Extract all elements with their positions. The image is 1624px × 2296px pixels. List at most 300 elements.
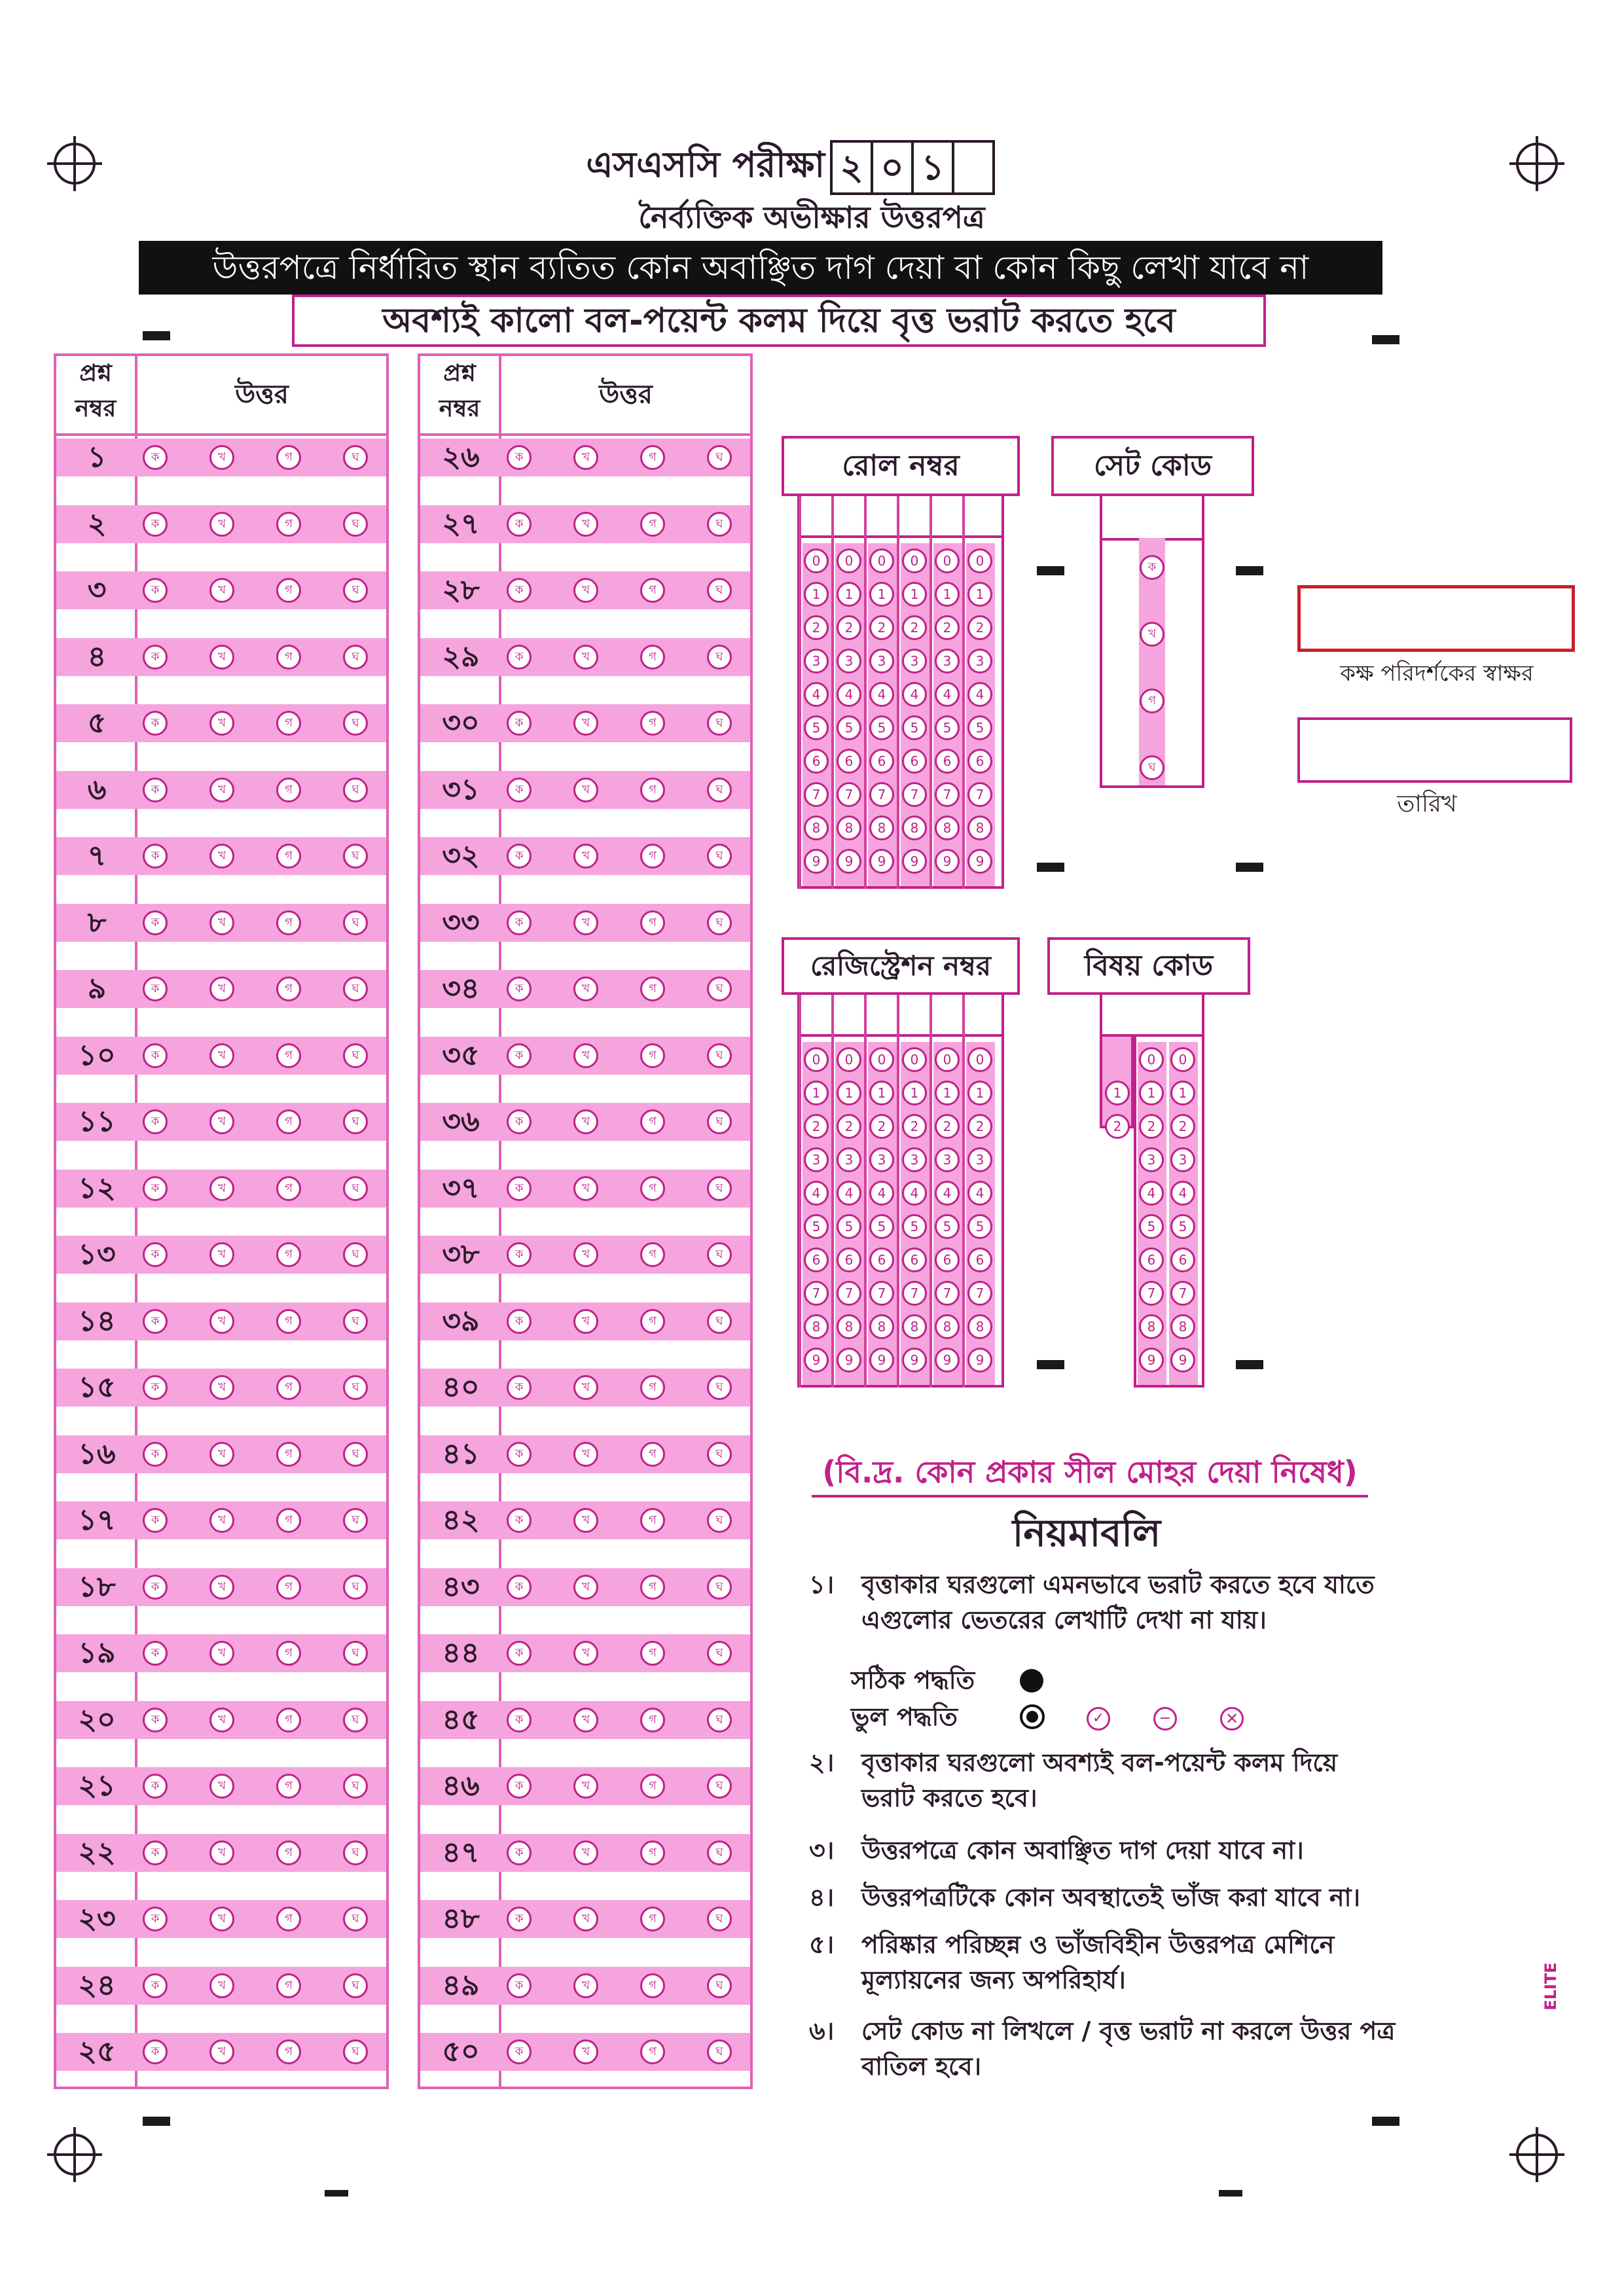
answer-option-bubble[interactable]: গ	[276, 1442, 301, 1467]
roll-digit-bubble[interactable]: 0	[804, 548, 829, 573]
answer-option-bubble[interactable]: ঘ	[343, 1043, 368, 1068]
answer-option-bubble[interactable]: খ	[209, 1973, 234, 1998]
answer-option-bubble[interactable]: খ	[209, 1309, 234, 1334]
subject-digit-bubble[interactable]: 5	[1170, 1214, 1195, 1239]
answer-option-bubble[interactable]: ক	[507, 2039, 532, 2064]
registration-digit-bubble[interactable]: 7	[804, 1281, 829, 1306]
answer-option-bubble[interactable]: ক	[143, 1109, 168, 1134]
answer-option-bubble[interactable]: গ	[276, 1176, 301, 1201]
set-option-bubble[interactable]: গ	[1140, 689, 1164, 713]
answer-option-bubble[interactable]: গ	[276, 1575, 301, 1600]
answer-option-bubble[interactable]: খ	[573, 1973, 598, 1998]
answer-option-bubble[interactable]: ঘ	[707, 2039, 732, 2064]
answer-option-bubble[interactable]: গ	[640, 445, 665, 470]
answer-option-bubble[interactable]: ক	[143, 578, 168, 603]
answer-option-bubble[interactable]: খ	[573, 2039, 598, 2064]
answer-option-bubble[interactable]: গ	[640, 1907, 665, 1931]
roll-digit-bubble[interactable]: 3	[869, 649, 894, 673]
answer-option-bubble[interactable]: ঘ	[707, 1907, 732, 1931]
answer-option-bubble[interactable]: গ	[640, 1774, 665, 1799]
answer-option-bubble[interactable]: ঘ	[707, 1442, 732, 1467]
answer-option-bubble[interactable]: ঘ	[343, 1641, 368, 1666]
registration-digit-bubble[interactable]: 9	[902, 1348, 927, 1372]
roll-digit-bubble[interactable]: 6	[837, 749, 861, 774]
answer-option-bubble[interactable]: ঘ	[343, 578, 368, 603]
answer-option-bubble[interactable]: খ	[573, 1176, 598, 1201]
answer-option-bubble[interactable]: ক	[143, 1641, 168, 1666]
answer-option-bubble[interactable]: ঘ	[707, 977, 732, 1001]
answer-option-bubble[interactable]: ক	[143, 2039, 168, 2064]
answer-option-bubble[interactable]: ক	[143, 645, 168, 670]
answer-option-bubble[interactable]: খ	[209, 1641, 234, 1666]
answer-option-bubble[interactable]: ঘ	[343, 1309, 368, 1334]
roll-digit-bubble[interactable]: 9	[967, 849, 992, 874]
roll-digit-bubble[interactable]: 8	[837, 816, 861, 840]
registration-digit-bubble[interactable]: 8	[837, 1314, 861, 1339]
answer-option-bubble[interactable]: ক	[507, 1442, 532, 1467]
answer-option-bubble[interactable]: খ	[209, 910, 234, 935]
answer-option-bubble[interactable]: গ	[276, 711, 301, 736]
answer-option-bubble[interactable]: ঘ	[707, 1375, 732, 1400]
subject-digit-bubble[interactable]: 5	[1139, 1214, 1164, 1239]
registration-digit-bubble[interactable]: 7	[902, 1281, 927, 1306]
subject-digit-bubble[interactable]: 0	[1170, 1047, 1195, 1072]
subject-digit-bubble[interactable]: 4	[1139, 1181, 1164, 1206]
roll-digit-bubble[interactable]: 2	[967, 615, 992, 640]
answer-option-bubble[interactable]: ক	[143, 1442, 168, 1467]
registration-write-cell[interactable]	[898, 995, 931, 1034]
answer-option-bubble[interactable]: গ	[276, 1309, 301, 1334]
registration-digit-bubble[interactable]: 1	[902, 1081, 927, 1105]
answer-option-bubble[interactable]: ঘ	[707, 1043, 732, 1068]
registration-write-cell[interactable]	[931, 995, 964, 1034]
answer-option-bubble[interactable]: খ	[209, 977, 234, 1001]
answer-option-bubble[interactable]: গ	[276, 512, 301, 537]
answer-option-bubble[interactable]: ক	[507, 1109, 532, 1134]
answer-option-bubble[interactable]: খ	[209, 844, 234, 869]
answer-option-bubble[interactable]: ঘ	[343, 1109, 368, 1134]
registration-write-cell[interactable]	[964, 995, 996, 1034]
subject-digit-bubble[interactable]: 7	[1139, 1281, 1164, 1306]
answer-option-bubble[interactable]: ক	[507, 645, 532, 670]
answer-option-bubble[interactable]: ক	[143, 844, 168, 869]
roll-digit-bubble[interactable]: 6	[869, 749, 894, 774]
answer-option-bubble[interactable]: ঘ	[707, 1774, 732, 1799]
subject-digit-bubble[interactable]: 9	[1170, 1348, 1195, 1372]
roll-digit-bubble[interactable]: 0	[967, 548, 992, 573]
answer-option-bubble[interactable]: গ	[276, 445, 301, 470]
answer-option-bubble[interactable]: ঘ	[343, 1575, 368, 1600]
answer-option-bubble[interactable]: খ	[209, 1109, 234, 1134]
answer-option-bubble[interactable]: খ	[573, 1907, 598, 1931]
answer-option-bubble[interactable]: খ	[573, 1242, 598, 1267]
subject-digit-bubble[interactable]: 1	[1105, 1081, 1130, 1105]
answer-option-bubble[interactable]: খ	[209, 711, 234, 736]
answer-option-bubble[interactable]: খ	[573, 1309, 598, 1334]
year-digit-blank[interactable]	[952, 140, 995, 195]
roll-digit-bubble[interactable]: 5	[967, 715, 992, 740]
registration-digit-bubble[interactable]: 5	[804, 1214, 829, 1239]
answer-option-bubble[interactable]: খ	[573, 1442, 598, 1467]
answer-option-bubble[interactable]: ঘ	[343, 2039, 368, 2064]
answer-option-bubble[interactable]: ঘ	[343, 1973, 368, 1998]
registration-digit-bubble[interactable]: 0	[837, 1047, 861, 1072]
registration-digit-bubble[interactable]: 2	[935, 1114, 960, 1139]
answer-option-bubble[interactable]: ঘ	[343, 1840, 368, 1865]
set-option-bubble[interactable]: খ	[1140, 622, 1164, 647]
roll-digit-bubble[interactable]: 8	[967, 816, 992, 840]
answer-option-bubble[interactable]: ক	[143, 1375, 168, 1400]
registration-digit-bubble[interactable]: 2	[869, 1114, 894, 1139]
registration-digit-bubble[interactable]: 1	[837, 1081, 861, 1105]
answer-option-bubble[interactable]: গ	[276, 1840, 301, 1865]
roll-digit-bubble[interactable]: 1	[804, 582, 829, 607]
answer-option-bubble[interactable]: গ	[640, 1309, 665, 1334]
set-option-bubble[interactable]: ক	[1140, 555, 1164, 580]
registration-digit-bubble[interactable]: 1	[869, 1081, 894, 1105]
set-option-bubble[interactable]: ঘ	[1140, 755, 1164, 780]
registration-digit-bubble[interactable]: 6	[967, 1247, 992, 1272]
answer-option-bubble[interactable]: ঘ	[707, 1242, 732, 1267]
answer-option-bubble[interactable]: খ	[573, 711, 598, 736]
answer-option-bubble[interactable]: গ	[276, 578, 301, 603]
answer-option-bubble[interactable]: গ	[640, 1840, 665, 1865]
roll-digit-bubble[interactable]: 7	[967, 782, 992, 807]
answer-option-bubble[interactable]: খ	[573, 910, 598, 935]
answer-option-bubble[interactable]: ঘ	[343, 1442, 368, 1467]
registration-digit-bubble[interactable]: 1	[935, 1081, 960, 1105]
subject-digit-bubble[interactable]: 8	[1139, 1314, 1164, 1339]
answer-option-bubble[interactable]: খ	[573, 1109, 598, 1134]
registration-digit-bubble[interactable]: 7	[869, 1281, 894, 1306]
answer-option-bubble[interactable]: ক	[507, 1641, 532, 1666]
answer-option-bubble[interactable]: খ	[573, 1840, 598, 1865]
answer-option-bubble[interactable]: ঘ	[343, 778, 368, 802]
roll-digit-bubble[interactable]: 6	[935, 749, 960, 774]
answer-option-bubble[interactable]: ক	[143, 1907, 168, 1931]
answer-option-bubble[interactable]: ক	[143, 1973, 168, 1998]
subject-digit-bubble[interactable]: 9	[1139, 1348, 1164, 1372]
registration-digit-bubble[interactable]: 1	[967, 1081, 992, 1105]
registration-digit-bubble[interactable]: 4	[804, 1181, 829, 1206]
answer-option-bubble[interactable]: ক	[143, 1176, 168, 1201]
answer-option-bubble[interactable]: ঘ	[707, 910, 732, 935]
answer-option-bubble[interactable]: খ	[209, 1508, 234, 1533]
roll-digit-bubble[interactable]: 2	[837, 615, 861, 640]
registration-digit-bubble[interactable]: 0	[967, 1047, 992, 1072]
subject-digit-bubble[interactable]: 7	[1170, 1281, 1195, 1306]
answer-option-bubble[interactable]: খ	[573, 1043, 598, 1068]
registration-digit-bubble[interactable]: 3	[804, 1147, 829, 1172]
answer-option-bubble[interactable]: গ	[276, 1708, 301, 1732]
answer-option-bubble[interactable]: ঘ	[343, 1242, 368, 1267]
answer-option-bubble[interactable]: ঘ	[707, 1575, 732, 1600]
answer-option-bubble[interactable]: খ	[573, 1774, 598, 1799]
answer-option-bubble[interactable]: খ	[209, 1043, 234, 1068]
answer-option-bubble[interactable]: ঘ	[707, 1309, 732, 1334]
answer-option-bubble[interactable]: খ	[209, 645, 234, 670]
registration-digit-bubble[interactable]: 9	[967, 1348, 992, 1372]
registration-digit-bubble[interactable]: 4	[869, 1181, 894, 1206]
registration-digit-bubble[interactable]: 8	[902, 1314, 927, 1339]
answer-option-bubble[interactable]: ঘ	[707, 1840, 732, 1865]
answer-option-bubble[interactable]: ঘ	[707, 445, 732, 470]
answer-option-bubble[interactable]: ক	[143, 1043, 168, 1068]
roll-digit-bubble[interactable]: 9	[837, 849, 861, 874]
answer-option-bubble[interactable]: ক	[143, 1774, 168, 1799]
answer-option-bubble[interactable]: খ	[209, 2039, 234, 2064]
registration-digit-bubble[interactable]: 6	[869, 1247, 894, 1272]
answer-option-bubble[interactable]: গ	[640, 977, 665, 1001]
registration-digit-bubble[interactable]: 3	[902, 1147, 927, 1172]
answer-option-bubble[interactable]: ক	[143, 1840, 168, 1865]
answer-option-bubble[interactable]: গ	[276, 1907, 301, 1931]
roll-digit-bubble[interactable]: 0	[837, 548, 861, 573]
answer-option-bubble[interactable]: ক	[507, 578, 532, 603]
date-box[interactable]	[1297, 717, 1572, 783]
answer-option-bubble[interactable]: খ	[573, 977, 598, 1001]
answer-option-bubble[interactable]: ঘ	[343, 1708, 368, 1732]
registration-digit-bubble[interactable]: 8	[804, 1314, 829, 1339]
roll-digit-bubble[interactable]: 8	[935, 816, 960, 840]
answer-option-bubble[interactable]: গ	[276, 977, 301, 1001]
roll-digit-bubble[interactable]: 2	[869, 615, 894, 640]
registration-digit-bubble[interactable]: 3	[869, 1147, 894, 1172]
answer-option-bubble[interactable]: খ	[573, 1508, 598, 1533]
answer-option-bubble[interactable]: খ	[209, 578, 234, 603]
answer-option-bubble[interactable]: ঘ	[343, 1774, 368, 1799]
answer-option-bubble[interactable]: ক	[507, 1973, 532, 1998]
answer-option-bubble[interactable]: খ	[573, 578, 598, 603]
roll-digit-bubble[interactable]: 1	[967, 582, 992, 607]
answer-option-bubble[interactable]: গ	[276, 2039, 301, 2064]
registration-digit-bubble[interactable]: 5	[869, 1214, 894, 1239]
roll-digit-bubble[interactable]: 7	[902, 782, 927, 807]
roll-digit-bubble[interactable]: 1	[935, 582, 960, 607]
answer-option-bubble[interactable]: খ	[573, 1375, 598, 1400]
answer-option-bubble[interactable]: ঘ	[343, 910, 368, 935]
registration-digit-bubble[interactable]: 3	[935, 1147, 960, 1172]
answer-option-bubble[interactable]: খ	[209, 512, 234, 537]
answer-option-bubble[interactable]: ক	[507, 445, 532, 470]
answer-option-bubble[interactable]: ঘ	[707, 1708, 732, 1732]
answer-option-bubble[interactable]: ক	[507, 1508, 532, 1533]
answer-option-bubble[interactable]: ক	[143, 711, 168, 736]
roll-digit-bubble[interactable]: 4	[804, 682, 829, 707]
answer-option-bubble[interactable]: গ	[276, 1641, 301, 1666]
answer-option-bubble[interactable]: ঘ	[707, 578, 732, 603]
roll-digit-bubble[interactable]: 0	[935, 548, 960, 573]
roll-digit-bubble[interactable]: 4	[967, 682, 992, 707]
registration-digit-bubble[interactable]: 5	[902, 1214, 927, 1239]
roll-digit-bubble[interactable]: 1	[837, 582, 861, 607]
answer-option-bubble[interactable]: ক	[143, 977, 168, 1001]
answer-option-bubble[interactable]: ঘ	[343, 711, 368, 736]
answer-option-bubble[interactable]: খ	[209, 778, 234, 802]
answer-option-bubble[interactable]: ক	[143, 1309, 168, 1334]
roll-digit-bubble[interactable]: 9	[869, 849, 894, 874]
answer-option-bubble[interactable]: গ	[640, 645, 665, 670]
answer-option-bubble[interactable]: ঘ	[707, 844, 732, 869]
roll-digit-bubble[interactable]: 6	[804, 749, 829, 774]
answer-option-bubble[interactable]: গ	[640, 512, 665, 537]
answer-option-bubble[interactable]: ঘ	[707, 512, 732, 537]
answer-option-bubble[interactable]: গ	[640, 1375, 665, 1400]
roll-digit-bubble[interactable]: 4	[869, 682, 894, 707]
registration-digit-bubble[interactable]: 2	[804, 1114, 829, 1139]
roll-write-cell[interactable]	[931, 496, 964, 535]
registration-write-cell[interactable]	[800, 995, 833, 1034]
answer-option-bubble[interactable]: খ	[209, 1774, 234, 1799]
roll-digit-bubble[interactable]: 7	[935, 782, 960, 807]
answer-option-bubble[interactable]: ক	[507, 1840, 532, 1865]
answer-option-bubble[interactable]: গ	[640, 1641, 665, 1666]
answer-option-bubble[interactable]: খ	[573, 512, 598, 537]
subject-digit-bubble[interactable]: 4	[1170, 1181, 1195, 1206]
answer-option-bubble[interactable]: ক	[143, 910, 168, 935]
answer-option-bubble[interactable]: ঘ	[707, 1176, 732, 1201]
answer-option-bubble[interactable]: গ	[276, 1043, 301, 1068]
answer-option-bubble[interactable]: গ	[640, 1708, 665, 1732]
answer-option-bubble[interactable]: গ	[276, 778, 301, 802]
answer-option-bubble[interactable]: গ	[276, 910, 301, 935]
answer-option-bubble[interactable]: ঘ	[343, 977, 368, 1001]
answer-option-bubble[interactable]: গ	[640, 844, 665, 869]
registration-digit-bubble[interactable]: 8	[967, 1314, 992, 1339]
answer-option-bubble[interactable]: ঘ	[343, 844, 368, 869]
answer-option-bubble[interactable]: ঘ	[707, 1109, 732, 1134]
roll-digit-bubble[interactable]: 0	[869, 548, 894, 573]
answer-option-bubble[interactable]: খ	[209, 1375, 234, 1400]
answer-option-bubble[interactable]: ক	[507, 1176, 532, 1201]
answer-option-bubble[interactable]: খ	[573, 778, 598, 802]
answer-option-bubble[interactable]: ঘ	[343, 645, 368, 670]
roll-digit-bubble[interactable]: 2	[804, 615, 829, 640]
answer-option-bubble[interactable]: ক	[143, 512, 168, 537]
registration-digit-bubble[interactable]: 5	[935, 1214, 960, 1239]
subject-digit-bubble[interactable]: 0	[1139, 1047, 1164, 1072]
registration-digit-bubble[interactable]: 7	[935, 1281, 960, 1306]
registration-digit-bubble[interactable]: 9	[804, 1348, 829, 1372]
registration-digit-bubble[interactable]: 2	[837, 1114, 861, 1139]
subject-digit-bubble[interactable]: 3	[1139, 1147, 1164, 1172]
answer-option-bubble[interactable]: ক	[507, 512, 532, 537]
answer-option-bubble[interactable]: গ	[640, 578, 665, 603]
roll-digit-bubble[interactable]: 5	[804, 715, 829, 740]
registration-digit-bubble[interactable]: 4	[902, 1181, 927, 1206]
answer-option-bubble[interactable]: গ	[640, 1043, 665, 1068]
registration-digit-bubble[interactable]: 3	[837, 1147, 861, 1172]
answer-option-bubble[interactable]: খ	[209, 1176, 234, 1201]
answer-option-bubble[interactable]: ক	[143, 1508, 168, 1533]
answer-option-bubble[interactable]: খ	[209, 1442, 234, 1467]
roll-digit-bubble[interactable]: 7	[804, 782, 829, 807]
registration-digit-bubble[interactable]: 5	[967, 1214, 992, 1239]
answer-option-bubble[interactable]: ক	[507, 1043, 532, 1068]
registration-digit-bubble[interactable]: 4	[967, 1181, 992, 1206]
answer-option-bubble[interactable]: গ	[640, 1242, 665, 1267]
registration-digit-bubble[interactable]: 9	[837, 1348, 861, 1372]
answer-option-bubble[interactable]: ক	[507, 1907, 532, 1931]
subject-digit-bubble[interactable]: 3	[1170, 1147, 1195, 1172]
roll-digit-bubble[interactable]: 9	[804, 849, 829, 874]
answer-option-bubble[interactable]: ক	[507, 1708, 532, 1732]
roll-digit-bubble[interactable]: 0	[902, 548, 927, 573]
registration-digit-bubble[interactable]: 8	[935, 1314, 960, 1339]
roll-digit-bubble[interactable]: 9	[902, 849, 927, 874]
answer-option-bubble[interactable]: ক	[507, 778, 532, 802]
invigilator-signature-box[interactable]	[1297, 585, 1575, 652]
registration-digit-bubble[interactable]: 9	[935, 1348, 960, 1372]
roll-digit-bubble[interactable]: 8	[869, 816, 894, 840]
subject-digit-bubble[interactable]: 1	[1139, 1081, 1164, 1105]
answer-option-bubble[interactable]: ঘ	[343, 1508, 368, 1533]
answer-option-bubble[interactable]: ক	[507, 1575, 532, 1600]
answer-option-bubble[interactable]: গ	[276, 1375, 301, 1400]
answer-option-bubble[interactable]: ক	[507, 1242, 532, 1267]
answer-option-bubble[interactable]: ঘ	[343, 1907, 368, 1931]
registration-digit-bubble[interactable]: 0	[902, 1047, 927, 1072]
subject-digit-bubble[interactable]: 2	[1105, 1114, 1130, 1139]
registration-digit-bubble[interactable]: 3	[967, 1147, 992, 1172]
registration-write-cell[interactable]	[833, 995, 865, 1034]
roll-write-cell[interactable]	[898, 496, 931, 535]
roll-write-cell[interactable]	[964, 496, 996, 535]
roll-digit-bubble[interactable]: 5	[837, 715, 861, 740]
subject-digit-bubble[interactable]: 2	[1139, 1114, 1164, 1139]
subject-digit-bubble[interactable]: 6	[1139, 1247, 1164, 1272]
answer-option-bubble[interactable]: ঘ	[707, 778, 732, 802]
registration-digit-bubble[interactable]: 8	[869, 1314, 894, 1339]
registration-write-cell[interactable]	[865, 995, 898, 1034]
roll-digit-bubble[interactable]: 3	[967, 649, 992, 673]
answer-option-bubble[interactable]: ক	[507, 1375, 532, 1400]
roll-digit-bubble[interactable]: 3	[837, 649, 861, 673]
roll-digit-bubble[interactable]: 3	[804, 649, 829, 673]
roll-digit-bubble[interactable]: 5	[869, 715, 894, 740]
answer-option-bubble[interactable]: গ	[640, 778, 665, 802]
registration-digit-bubble[interactable]: 9	[869, 1348, 894, 1372]
answer-option-bubble[interactable]: ঘ	[343, 1375, 368, 1400]
answer-option-bubble[interactable]: গ	[640, 1109, 665, 1134]
registration-digit-bubble[interactable]: 7	[967, 1281, 992, 1306]
answer-option-bubble[interactable]: গ	[276, 1508, 301, 1533]
answer-option-bubble[interactable]: ঘ	[707, 1973, 732, 1998]
answer-option-bubble[interactable]: গ	[640, 711, 665, 736]
roll-digit-bubble[interactable]: 6	[967, 749, 992, 774]
answer-option-bubble[interactable]: খ	[573, 1575, 598, 1600]
answer-option-bubble[interactable]: ক	[507, 711, 532, 736]
answer-option-bubble[interactable]: গ	[276, 1774, 301, 1799]
answer-option-bubble[interactable]: গ	[640, 1973, 665, 1998]
roll-digit-bubble[interactable]: 8	[804, 816, 829, 840]
set-code-write-box[interactable]	[1102, 496, 1202, 541]
answer-option-bubble[interactable]: ঘ	[343, 445, 368, 470]
registration-digit-bubble[interactable]: 0	[869, 1047, 894, 1072]
answer-option-bubble[interactable]: খ	[209, 445, 234, 470]
answer-option-bubble[interactable]: খ	[573, 1708, 598, 1732]
answer-option-bubble[interactable]: খ	[573, 1641, 598, 1666]
answer-option-bubble[interactable]: ক	[507, 1774, 532, 1799]
answer-option-bubble[interactable]: গ	[640, 1508, 665, 1533]
roll-digit-bubble[interactable]: 1	[869, 582, 894, 607]
answer-option-bubble[interactable]: গ	[640, 1442, 665, 1467]
registration-digit-bubble[interactable]: 5	[837, 1214, 861, 1239]
roll-digit-bubble[interactable]: 4	[902, 682, 927, 707]
roll-digit-bubble[interactable]: 9	[935, 849, 960, 874]
answer-option-bubble[interactable]: ক	[507, 844, 532, 869]
answer-option-bubble[interactable]: খ	[573, 844, 598, 869]
